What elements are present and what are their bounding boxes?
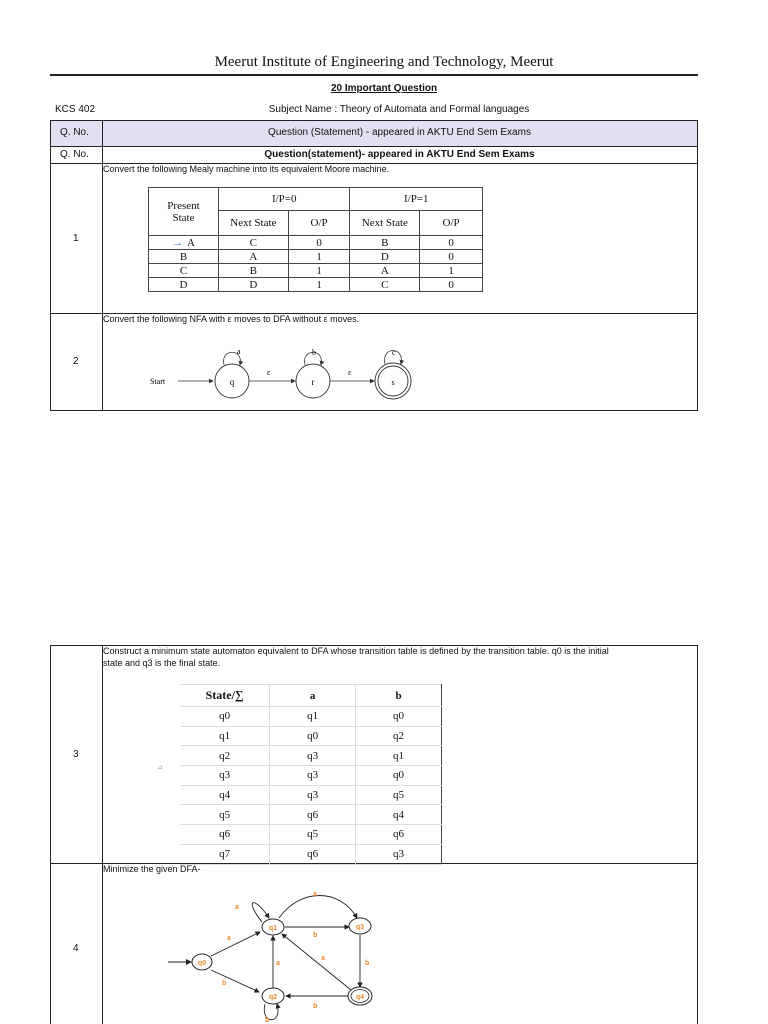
question-text-1: Convert the following Mealy machine into its equivalent Moore machine.: [103, 164, 390, 174]
op-header: O/P: [420, 211, 483, 236]
input-b-header: b: [356, 685, 442, 707]
question-header-2: Question(statement)- appeared in AKTU End Sem Exams: [264, 149, 535, 160]
table-row: q2 q3 q1: [180, 746, 442, 766]
table-row: B A 1 D 0: [149, 250, 483, 264]
svg-text:b: b: [313, 932, 318, 939]
edge-q0-q2: [211, 970, 259, 992]
loop-label-c: c: [392, 348, 396, 357]
svg-text:a: a: [321, 955, 325, 962]
svg-text:a: a: [313, 891, 317, 898]
next-state-header: Next State: [350, 211, 420, 236]
loop-q1: [252, 903, 269, 922]
table-row: q6 q5 q6: [180, 825, 442, 845]
ip0-header: I/P=0: [218, 188, 350, 211]
input-a-header: a: [270, 685, 356, 707]
mealy-table: [148, 187, 483, 292]
table-row: q4 q3 q5: [180, 785, 442, 805]
svg-text:q3: q3: [355, 924, 365, 931]
svg-text:q1: q1: [268, 925, 278, 932]
svg-text:b: b: [313, 1003, 318, 1010]
ip1-header: I/P=1: [350, 188, 483, 211]
svg-text:b: b: [365, 960, 370, 967]
svg-text:q: q: [229, 377, 235, 387]
svg-text:a: a: [235, 904, 239, 911]
svg-text:r: r: [311, 377, 315, 387]
svg-text:b: b: [265, 1017, 270, 1024]
nfa-diagram: [140, 340, 440, 410]
institute-name: Meerut Institute of Engineering and Technology, Meerut: [214, 54, 554, 70]
svg-text:q4: q4: [355, 994, 365, 1001]
loop-label-b: b: [312, 348, 316, 357]
qno-header-2: Q. No.: [60, 149, 89, 160]
next-state-header: Next State: [218, 211, 288, 236]
question-text-3-line-1: Construct a minimum state automaton equivalent to DFA whose transition table is defined by the transition table. q0 is the initial: [103, 646, 609, 656]
svg-text:a: a: [276, 960, 280, 967]
svg-text:s: s: [391, 378, 395, 387]
edge-q4-q1: [282, 934, 351, 990]
state-label: State: [172, 211, 195, 224]
epsilon-label: ε: [348, 368, 352, 377]
present-label: Present: [167, 199, 200, 212]
loop-label-a: a: [237, 347, 241, 356]
svg-text:a: a: [227, 935, 231, 942]
question-number-3: 3: [73, 749, 79, 760]
question-number-2: 2: [73, 356, 79, 367]
svg-text:q0: q0: [197, 960, 207, 967]
table-row: q5 q6 q4: [180, 805, 442, 825]
svg-text:b: b: [222, 980, 227, 987]
table-row: C B 1 A 1: [149, 264, 483, 278]
edge-q3-q1: [279, 896, 357, 919]
table-row: q0 q1 q0: [180, 707, 442, 727]
question-number-4: 4: [73, 943, 79, 954]
table-row: → A C 0 B 0: [149, 236, 483, 250]
epsilon-label: ε: [267, 368, 271, 377]
question-text-4: Minimize the given DFA-: [103, 864, 201, 874]
resize-mark: ⊿: [157, 764, 163, 771]
header-rule: [50, 74, 698, 76]
table-row: q3 q3 q0: [180, 766, 442, 786]
subject-name: Subject Name : Theory of Automata and Formal languages: [268, 104, 530, 115]
dfa-transition-table: [180, 684, 442, 865]
question-text-2: Convert the following NFA with ε moves to DFA without ε moves.: [103, 314, 360, 324]
table-row: q1 q0 q2: [180, 726, 442, 746]
question-text-3-line-2: state and q3 is the final state.: [103, 658, 221, 668]
svg-text:q2: q2: [268, 994, 278, 1001]
question-header: Question (Statement) - appeared in AKTU End Sem Exams: [268, 127, 531, 138]
initial-arrow-icon: →: [172, 236, 184, 249]
table-row: q7 q6 q3: [180, 844, 442, 864]
table-row: D D 1 C 0: [149, 278, 483, 292]
qno-header: Q. No.: [60, 127, 89, 138]
op-header: O/P: [288, 211, 350, 236]
start-label: Start: [150, 377, 166, 386]
state-sigma-header: State/∑: [180, 685, 270, 707]
edge-q0-q1: [211, 932, 260, 956]
question-number-1: 1: [73, 233, 79, 244]
course-code: KCS 402: [55, 104, 96, 115]
document-title: 20 Important Question: [330, 83, 438, 94]
dfa-diagram: [165, 880, 395, 1024]
